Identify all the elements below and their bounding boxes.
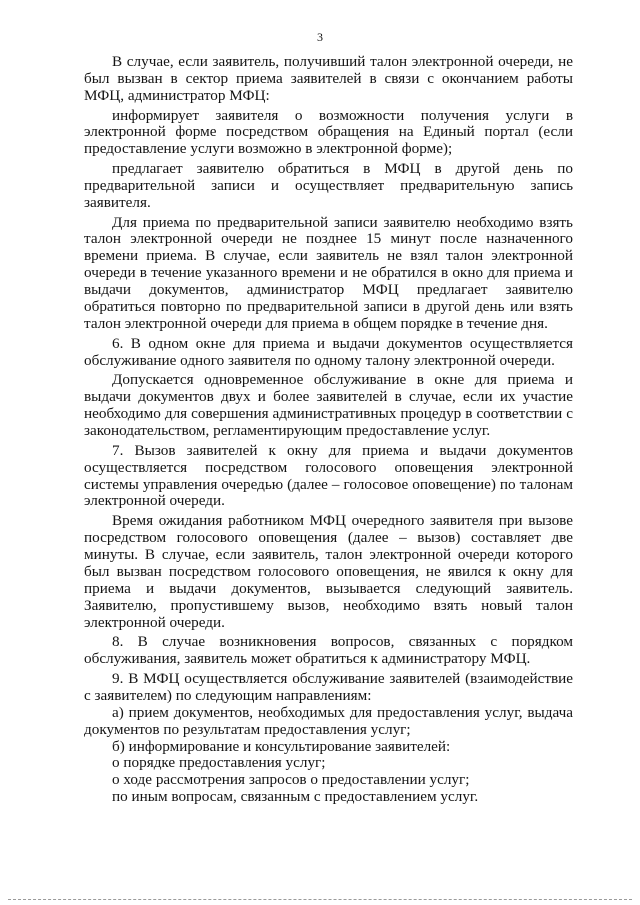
- paragraph-item-7: 7. Вызов заявителей к окну для приема и выдачи документов осуществляется посредством голосового оповещения электронной системы управления очередью (далее – голосовое оповещение) по талонам электронной очереди.: [84, 441, 573, 510]
- footer-rule: [8, 899, 632, 900]
- list-item-a: а) прием документов, необходимых для предоставления услуг, выдача документов по результатам предоставления услуг;: [84, 703, 573, 738]
- list-item-procedure: о порядке предоставления услуг;: [112, 754, 326, 772]
- paragraph-inform-portal: информирует заявителя о возможности получения услуги в электронной форме посредством обращения на Единый портал (если предоставление услуги возможно в электронной форме);: [84, 106, 573, 158]
- list-item-b: б) информирование и консультирование заявителей:: [112, 737, 451, 755]
- paragraph-waiting-time: Время ожидания работником МФЦ очередного заявителя при вызове посредством голосового оповещения (далее – вызов) составляет две минуты. В случае, если заявитель, талон электронной очереди которого был вызван посредством голосового оповещения, не явился к окну для приема и выдачи документов, вызывается следующий заявитель. Заявителю, пропустившему вызов, необходимо взять новый талон электронной очереди.: [84, 512, 573, 631]
- page-number: 3: [317, 30, 323, 44]
- paragraph-item-6: 6. В одном окне для приема и выдачи документов осуществляется обслуживание одного заявителя по одному талону электронной очереди.: [84, 334, 573, 369]
- paragraph-appointment-ticket: Для приема по предварительной записи заявителю необходимо взять талон электронной очереди не позднее 15 минут после назначенного времени приема. В случае, если заявитель не взял талон электронной очереди в течение указанного времени и не обратился в окно для приема и выдачи документов, администратор МФЦ предлагает заявителю обратиться повторно по предварительной записи в другой день или взять талон электронной очереди для приема в общем порядке в течение дня.: [84, 213, 573, 332]
- paragraph-offer-appointment: предлагает заявителю обратиться в МФЦ в другой день по предварительной записи и осуществляет предварительную запись заявителя.: [84, 160, 573, 211]
- list-item-other: по иным вопросам, связанным с предоставлением услуг.: [112, 788, 479, 806]
- body-text: [84, 54, 573, 806]
- paragraph-simultaneous-service: Допускается одновременное обслуживание в окне для приема и выдачи документов двух и более заявителей в случае, если их участие необходимо для совершения административных процедур в соответствии с законодательством, регламентирующим предоставление услуг.: [84, 371, 573, 440]
- paragraph-item-9: 9. В МФЦ осуществляется обслуживание заявителей (взаимодействие с заявителем) по следующим направлениям:: [84, 669, 573, 704]
- paragraph-mfc-closing: В случае, если заявитель, получивший талон электронной очереди, не был вызван в сектор приема заявителей в связи с окончанием работы МФЦ, администратор МФЦ:: [84, 53, 573, 104]
- paragraph-item-8: 8. В случае возникновения вопросов, связанных с порядком обслуживания, заявитель может обратиться к администратору МФЦ.: [84, 633, 573, 668]
- list-item-progress: о ходе рассмотрения запросов о предоставлении услуг;: [112, 771, 470, 789]
